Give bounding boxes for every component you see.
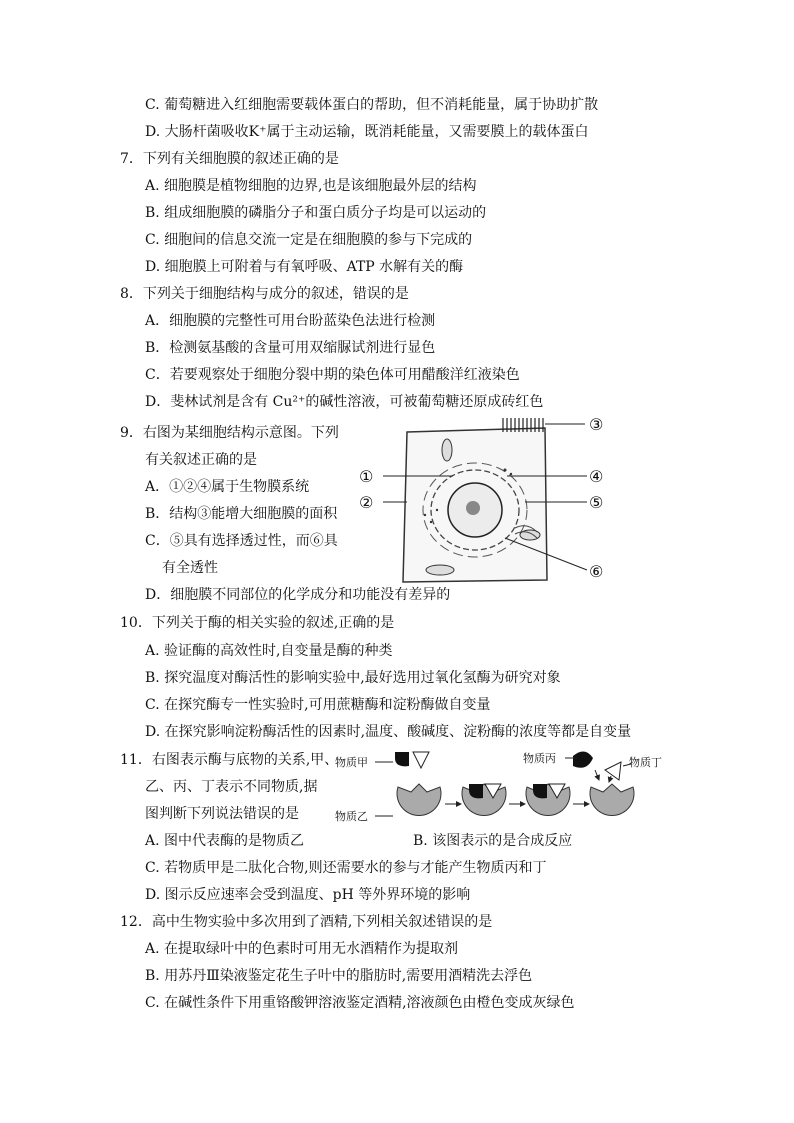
q9-option-b: B．结构③能增大细胞膜的面积 bbox=[145, 506, 338, 522]
q10-stem: 10．下列关于酶的相关实验的叙述,正确的是 bbox=[120, 615, 395, 631]
enzyme-substrate-diagram bbox=[333, 742, 683, 834]
q10-option-c: C. 在探究酶专一性实验时,可用蔗糖酶和淀粉酶做自变量 bbox=[145, 697, 491, 713]
label-substance-bing: 物质丙 bbox=[523, 752, 556, 765]
mitochondrion bbox=[426, 565, 454, 575]
label-1: ① bbox=[359, 467, 374, 486]
q11-option-b: B. 该图表示的是合成反应 bbox=[413, 833, 573, 849]
label-2: ② bbox=[359, 493, 374, 512]
q11-stem-line2: 乙、丙、丁表示不同物质,据 bbox=[145, 779, 318, 795]
q11-stem-line1: 11．右图表示酶与底物的关系,甲、 bbox=[120, 752, 339, 768]
q8-option-a: A．细胞膜的完整性可用台盼蓝染色法进行检测 bbox=[145, 313, 436, 329]
label-substance-jia: 物质甲 bbox=[335, 756, 368, 769]
q8-stem: 8．下列关于细胞结构与成分的叙述，错误的是 bbox=[120, 286, 409, 302]
q9-stem-line2: 有关叙述正确的是 bbox=[145, 452, 257, 468]
cell-structure-diagram bbox=[355, 410, 625, 590]
q10-option-d: D. 在探究影响淀粉酶活性的因素时,温度、酸碱度、淀粉酶的浓度等都是自变量 bbox=[145, 724, 632, 740]
product-ding bbox=[605, 762, 621, 780]
q6-option-d: D. 大肠杆菌吸收K⁺属于主动运输，既消耗能量，又需要膜上的载体蛋白 bbox=[145, 124, 589, 140]
q11-stem-line3: 图判断下列说法错误的是 bbox=[145, 806, 299, 822]
enzyme-3 bbox=[526, 784, 570, 816]
q9-option-a: A．①②④属于生物膜系统 bbox=[145, 479, 310, 495]
mitochondrion bbox=[442, 439, 452, 461]
q11-option-a: A. 图中代表酶的是物质乙 bbox=[145, 833, 305, 849]
q10-option-a: A. 验证酶的高效性时,自变量是酶的种类 bbox=[145, 643, 393, 659]
substrate-white-triangle bbox=[413, 752, 429, 768]
substrate-black-half bbox=[395, 752, 409, 766]
label-substance-yi: 物质乙 bbox=[335, 810, 368, 823]
q9-option-c: C．⑤具有选择透过性，而⑥具 bbox=[145, 533, 338, 549]
q12-option-c: C. 在碱性条件下用重铬酸钾溶液鉴定酒精,溶液颜色由橙色变成灰绿色 bbox=[145, 995, 575, 1011]
label-4: ④ bbox=[589, 467, 604, 486]
enzyme-4 bbox=[590, 784, 634, 816]
q9-option-c-cont: 有全透性 bbox=[162, 560, 218, 576]
q7-option-b: B. 组成细胞膜的磷脂分子和蛋白质分子均是可以运动的 bbox=[145, 205, 487, 221]
q6-option-c: C. 葡萄糖进入红细胞需要载体蛋白的帮助，但不消耗能量，属于协助扩散 bbox=[145, 97, 599, 113]
q7-option-c: C. 细胞间的信息交流一定是在细胞膜的参与下完成的 bbox=[145, 232, 473, 248]
q7-option-a: A. 细胞膜是植物细胞的边界,也是该细胞最外层的结构 bbox=[145, 178, 477, 194]
nucleolus bbox=[466, 501, 480, 515]
q8-option-b: B．检测氨基酸的含量可用双缩脲试剂进行显色 bbox=[145, 340, 436, 356]
q7-stem: 7．下列有关细胞膜的叙述正确的是 bbox=[120, 151, 339, 167]
q12-option-a: A. 在提取绿叶中的色素时可用无水酒精作为提取剂 bbox=[145, 941, 459, 957]
q8-option-c: C．若要观察处于细胞分裂中期的染色体可用醋酸洋红液染色 bbox=[145, 367, 520, 383]
q9-stem-line1: 9．右图为某细胞结构示意图。下列 bbox=[120, 425, 339, 441]
label-5: ⑤ bbox=[589, 493, 604, 512]
q8-option-d: D．斐林试剂是含有 Cu²⁺的碱性溶液，可被葡萄糖还原成砖红色 bbox=[145, 394, 544, 410]
q11-option-c: C. 若物质甲是二肽化合物,则还需要水的参与才能产生物质丙和丁 bbox=[145, 860, 547, 876]
enzyme-1 bbox=[397, 784, 441, 816]
enzyme-2 bbox=[462, 784, 506, 816]
product-bing bbox=[573, 751, 593, 767]
label-substance-ding: 物质丁 bbox=[629, 756, 662, 769]
q12-option-b: B. 用苏丹Ⅲ染液鉴定花生子叶中的脂肪时,需要用酒精洗去浮色 bbox=[145, 968, 533, 984]
q11-option-d: D. 图示反应速率会受到温度、pH 等外界环境的影响 bbox=[145, 887, 471, 903]
q10-option-b: B. 探究温度对酶活性的影响实验中,最好选用过氧化氢酶为研究对象 bbox=[145, 670, 561, 686]
label-6: ⑥ bbox=[589, 562, 604, 581]
q7-option-d: D. 细胞膜上可附着与有氧呼吸、ATP 水解有关的酶 bbox=[145, 259, 464, 275]
q9-option-d: D．细胞膜不同部位的化学成分和功能没有差异的 bbox=[145, 587, 451, 603]
q12-stem: 12．高中生物实验中多次用到了酒精,下列相关叙述错误的是 bbox=[120, 914, 493, 930]
label-3: ③ bbox=[589, 415, 604, 434]
